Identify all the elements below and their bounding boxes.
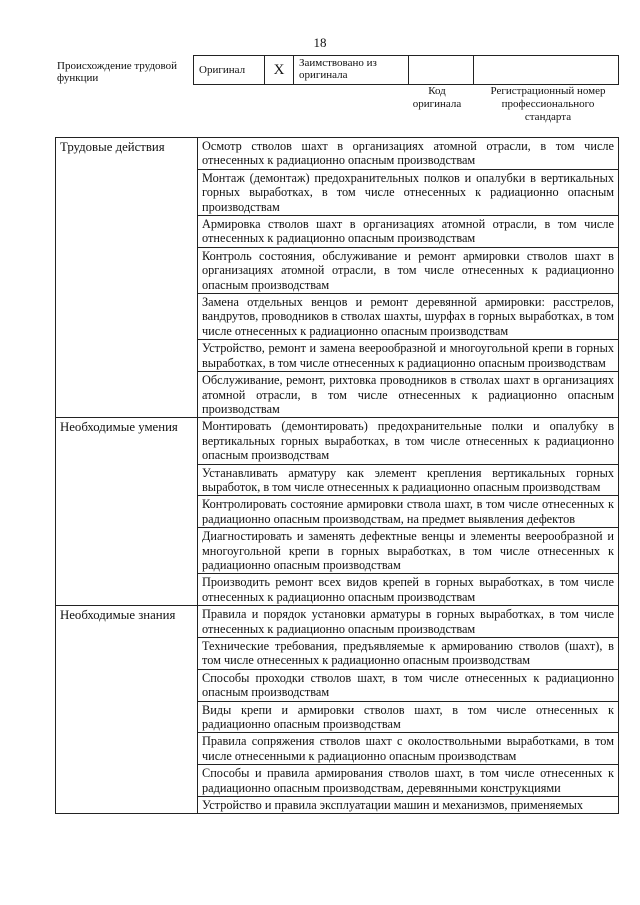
list-item: Устройство, ремонт и замена веерообразной и многоугольной крепи в горных выработках, в том числе отнесенных к радиационно опасным производствам: [198, 340, 619, 372]
table-row: [56, 606, 619, 638]
page-number: 18: [313, 35, 327, 50]
list-item: Устанавливать арматуру как элемент крепления вертикальных горных выработок, в том числе отнесенных к радиационно опасным производствам: [198, 464, 619, 496]
list-item: Виды крепи и армировки стволов шахт, в том числе отнесенных к радиационно опасным производствам: [198, 701, 619, 733]
reg-number-label: Регистрационный номер профессионального стандарта: [490, 85, 606, 123]
code-cell: [409, 56, 474, 85]
list-item: Технические требования, предъявляемые к армированию стволов (шахт), в том числе отнесенных к радиационно опасным производствам: [198, 638, 619, 670]
reg-number-cell: [474, 56, 619, 85]
list-item: Способы и правила армирования стволов шахт, в том числе отнесенных к радиационно опасным производствам, деревянными конструкциями: [198, 765, 619, 797]
list-item: Устройство и правила эксплуатации машин и механизмов, применяемых: [198, 797, 619, 814]
list-item: Контролировать состояние армировки ствола шахт, в том числе отнесенных к радиационно опасным производствам, на предмет выявления дефектов: [198, 496, 619, 528]
list-item: Правила сопряжения стволов шахт с околоствольными выработками, в том числе отнесенными к радиационно опасным производствам: [198, 733, 619, 765]
table-row: [56, 418, 619, 464]
original-cell: Оригинал: [194, 56, 265, 85]
list-item: Правила и порядок установки арматуры в горных выработках, в том числе отнесенных к радиационно опасным производствам: [198, 606, 619, 638]
list-item: Осмотр стволов шахт в организациях атомной отрасли, в том числе отнесенных к радиационно опасным производствам: [198, 138, 619, 170]
table-row: [56, 138, 619, 170]
list-item: Производить ремонт всех видов крепей в горных выработках, в том числе отнесенных к радиационно опасным производствам: [198, 574, 619, 606]
labor-function-table: [55, 137, 619, 814]
labor-actions-title: Трудовые действия: [56, 138, 198, 418]
required-knowledge-title: Необходимые знания: [56, 606, 198, 814]
list-item: Замена отдельных венцов и ремонт деревянной армировки: расстрелов, вандрутов, проводников в стволах шахты, шурфах в горных выработках, в том числе отнесенных к радиационно опасным производствам: [198, 294, 619, 340]
origin-label: Происхождение трудовой функции: [57, 60, 178, 84]
list-item: Армировка стволов шахт в организациях атомной отрасли, в том числе отнесенных к радиационно опасным производствам: [198, 216, 619, 248]
list-item: Обслуживание, ремонт, рихтовка проводников в стволах шахт в организациях атомной отрасли, в том числе отнесенных к радиационно опасным производствам: [198, 372, 619, 418]
list-item: Монтаж (демонтаж) предохранительных полков и опалубки в вертикальных горных выработках, в том числе отнесенных к радиационно опасным производствам: [198, 169, 619, 215]
code-original-label: Код оригинала: [412, 85, 462, 110]
original-mark: X: [265, 56, 294, 85]
list-item: Диагностировать и заменять дефектные венцы и элементы веерообразной и многоугольной крепи в горных выработках, в том числе отнесенных к радиационно опасным производствам: [198, 528, 619, 574]
borrowed-cell: Заимствовано из оригинала: [294, 56, 409, 85]
origin-table: [193, 55, 619, 85]
list-item: Способы проходки стволов шахт, в том числе отнесенных к радиационно опасным производствам: [198, 669, 619, 701]
list-item: Монтировать (демонтировать) предохранительные полки и опалубку в вертикальных горных выработках, в том числе отнесенных к радиационно опасным производствам: [198, 418, 619, 464]
required-skills-title: Необходимые умения: [56, 418, 198, 606]
list-item: Контроль состояния, обслуживание и ремонт армировки стволов шахт в организациях атомной отрасли, в том числе отнесенных к радиационно опасным производствам: [198, 247, 619, 293]
